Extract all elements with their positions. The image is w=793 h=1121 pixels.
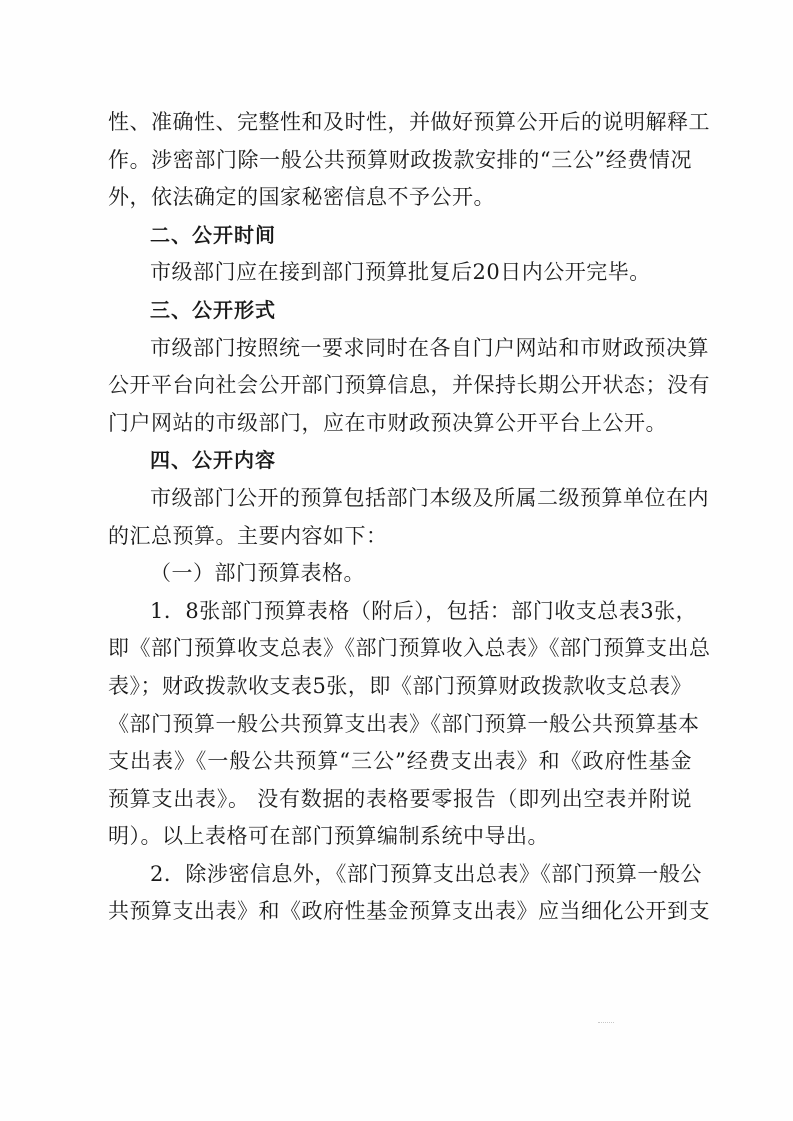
body-line-19: 预算支出表》。 没有数据的表格要零报告（即列出空表并附说 <box>108 786 692 811</box>
body-line-9: 门户网站的市级部门，应在市财政预决算公开平台上公开。 <box>108 410 667 435</box>
body-line-14: 1．8张部门预算表格（附后），包括：部门收支总表3张， <box>150 598 698 623</box>
body-line-15: 即《部门预算收支总表》《部门预算收入总表》《部门预算支出总 <box>108 636 711 661</box>
document-body <box>108 104 711 931</box>
section-heading-content: 四、公开内容 <box>150 448 276 473</box>
body-line-22: 共预算支出表》和《政府性基金预算支出表》应当细化公开到支 <box>108 899 710 924</box>
subsection-heading-tables: （一）部门预算表格。 <box>150 561 365 586</box>
body-line-16: 表》；财政拨款收支表5张，即《部门预算财政拨款收支总表》 <box>108 673 692 698</box>
body-line-2: 作。涉密部门除一般公共预算财政拨款安排的“三公”经费情况 <box>108 147 692 172</box>
section-heading-form: 三、公开形式 <box>150 297 276 322</box>
body-line-11: 市级部门公开的预算包括部门本级及所属二级预算单位在内 <box>150 485 709 510</box>
body-line-21: 2．除涉密信息外，《部门预算支出总表》《部门预算一般公 <box>150 861 702 886</box>
body-line-5: 市级部门应在接到部门预算批复后20日内公开完毕。 <box>150 260 651 285</box>
body-line-1: 性、准确性、完整性和及时性，并做好预算公开后的说明解释工 <box>108 110 710 134</box>
body-line-17: 《部门预算一般公共预算支出表》《部门预算一般公共预算基本 <box>108 711 700 736</box>
scan-smudge <box>598 1022 614 1027</box>
body-line-20: 明）。以上表格可在部门预算编制系统中导出。 <box>108 824 549 849</box>
body-line-7: 市级部门按照统一要求同时在各自门户网站和市财政预决算 <box>150 335 709 360</box>
body-line-12: 的汇总预算。主要内容如下： <box>108 523 388 548</box>
section-heading-time: 二、公开时间 <box>150 222 276 247</box>
body-line-18: 支出表》《一般公共预算“三公”经费支出表》和《政府性基金 <box>108 749 692 774</box>
body-line-3: 外，依法确定的国家秘密信息不予公开。 <box>108 185 495 210</box>
body-line-8: 公开平台向社会公开部门预算信息，并保持长期公开状态；没有 <box>108 373 710 398</box>
